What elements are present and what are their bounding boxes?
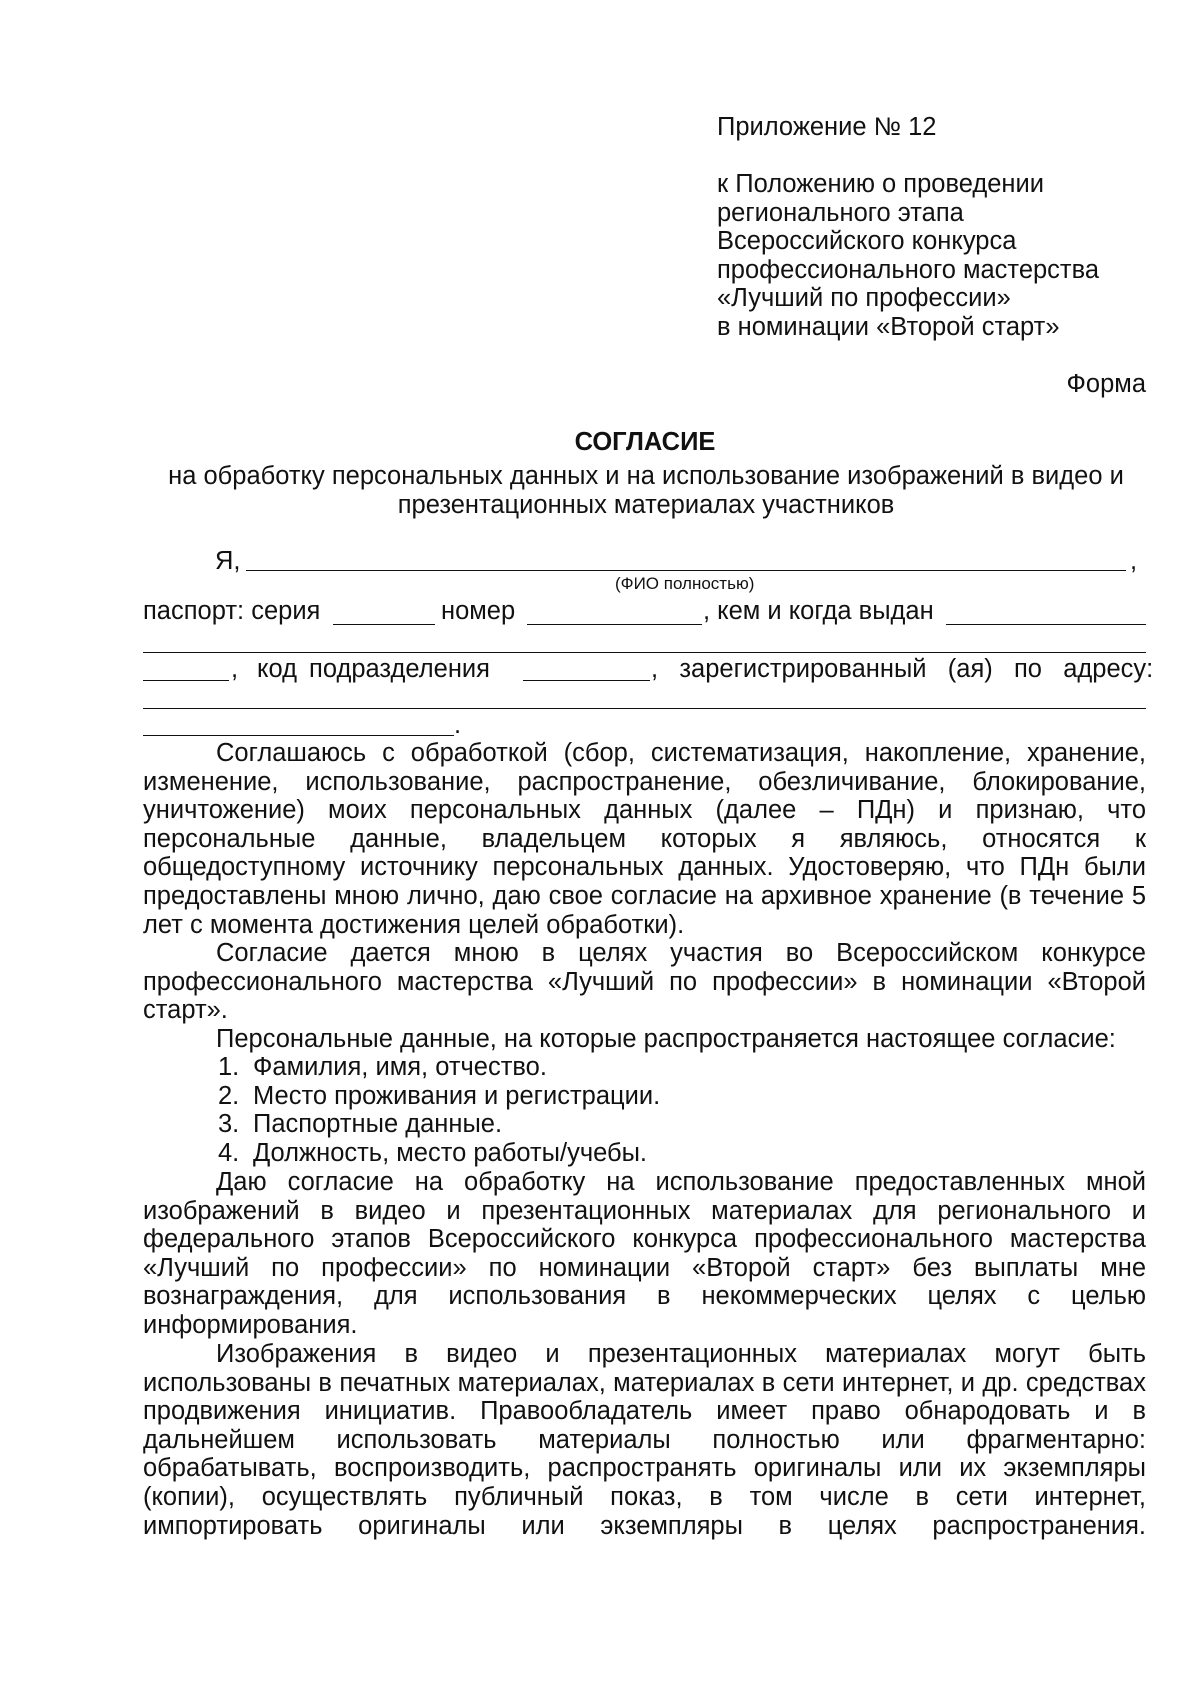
- subdivision-comma: ,: [231, 655, 239, 683]
- issued-field-continued[interactable]: [143, 652, 1146, 653]
- document-title: СОГЛАСИЕ: [574, 428, 716, 456]
- appendix-line: Всероссийского конкурса: [717, 227, 1017, 255]
- appendix-line: профессионального мастерства: [717, 255, 1100, 284]
- issued-field-end[interactable]: [143, 680, 229, 681]
- list-item-text: Фамилия, имя, отчество.: [253, 1053, 547, 1081]
- list-item: [218, 1110, 660, 1139]
- appendix-line: к Положению о проведении: [717, 170, 1044, 198]
- consent-paragraph-1: Соглашаюсь с обработкой (сбор, систематизация, накопление, хранение, изменение, использование, распространение, обезличивание, блокирование, уничтожение) моих персональных данных (далее – ПДн) и признаю, что персональные данные, владельцем которых я являюсь, относятся к общедоступному источнику персональных данных. Удостоверяю, что ПДн были предоставлены мною лично, даю свое согласие на архивное хранение (в течение 5 лет с момента достижения целей обработки).: [143, 739, 1146, 939]
- list-item-text: Место проживания и регистрации.: [253, 1081, 661, 1110]
- consent-paragraph-4: Даю согласие на обработку на использование предоставленных мной изображений в видео и презентационных материалах для регионального и федерального этапов Всероссийского конкурса профессионального мастерства «Лучший по профессии» по номинации «Второй старт» без выплаты мне вознаграждения, для использования в некоммерческих целях с целью информирования.: [143, 1168, 1146, 1339]
- list-item-number: 3.: [218, 1110, 240, 1139]
- form-label: Форма: [1066, 370, 1146, 398]
- subdivision-code-field[interactable]: [523, 680, 650, 681]
- issued-field[interactable]: [946, 624, 1146, 625]
- subdivision-code-label: код подразделения: [257, 655, 490, 683]
- passport-number-label: номер: [441, 597, 516, 625]
- registered-label: , зарегистрированный (ая) по адресу:: [651, 655, 1154, 683]
- passport-number-field[interactable]: [527, 624, 702, 625]
- appendix-line: «Лучший по профессии»: [717, 284, 1011, 312]
- ya-label: Я,: [215, 547, 241, 575]
- list-item-text: Паспортные данные.: [253, 1110, 503, 1139]
- issued-label: , кем и когда выдан: [703, 597, 934, 625]
- appendix-line: регионального этапа: [717, 198, 964, 227]
- list-item-text: Должность, место работы/учебы.: [253, 1138, 648, 1167]
- list-item-number: 1.: [218, 1053, 240, 1081]
- list-item-number: 2.: [218, 1081, 240, 1110]
- appendix-number: Приложение № 12: [717, 113, 937, 141]
- list-item-number: 4.: [218, 1138, 240, 1167]
- appendix-line: в номинации «Второй старт»: [717, 312, 1060, 341]
- consent-paragraph-5: Изображения в видео и презентационных материалах могут быть использованы в печатных материалах, материалах в сети интернет, и др. средствах продвижения инициатив. Правообладатель имеет право обнародовать и в дальнейшем использовать материалы полностью или фрагментарно: обрабатывать, воспроизводить, распространять оригиналы или их экземпляры (копии), осуществлять публичный показ, в том числе в сети интернет, импортировать оригиналы или экземпляры в целях распространения.: [143, 1340, 1146, 1540]
- consent-paragraph-2: Согласие дается мною в целях участия во Всероссийском конкурсе профессионального мастерства «Лучший по профессии» в номинации «Второй старт».: [143, 939, 1146, 1025]
- passport-series-label: паспорт: серия: [143, 597, 321, 625]
- list-item: [218, 1053, 660, 1082]
- fio-field[interactable]: [246, 570, 1126, 571]
- address-dot: .: [454, 711, 462, 739]
- passport-series-field[interactable]: [333, 624, 435, 625]
- fio-caption: (ФИО полностью): [615, 574, 755, 593]
- address-field[interactable]: [143, 708, 1146, 709]
- list-item: [218, 1082, 660, 1111]
- consent-paragraph-3: Персональные данные, на которые распространяется настоящее согласие:: [216, 1025, 1116, 1053]
- fio-comma: ,: [1130, 547, 1138, 575]
- address-field-end[interactable]: [143, 735, 454, 736]
- personal-data-list: [218, 1053, 660, 1167]
- list-item: [218, 1139, 660, 1168]
- appendix-reference: [717, 170, 1099, 341]
- document-subtitle: на обработку персональных данных и на использование изображений в видео и презентационных материалах участников: [168, 462, 1124, 519]
